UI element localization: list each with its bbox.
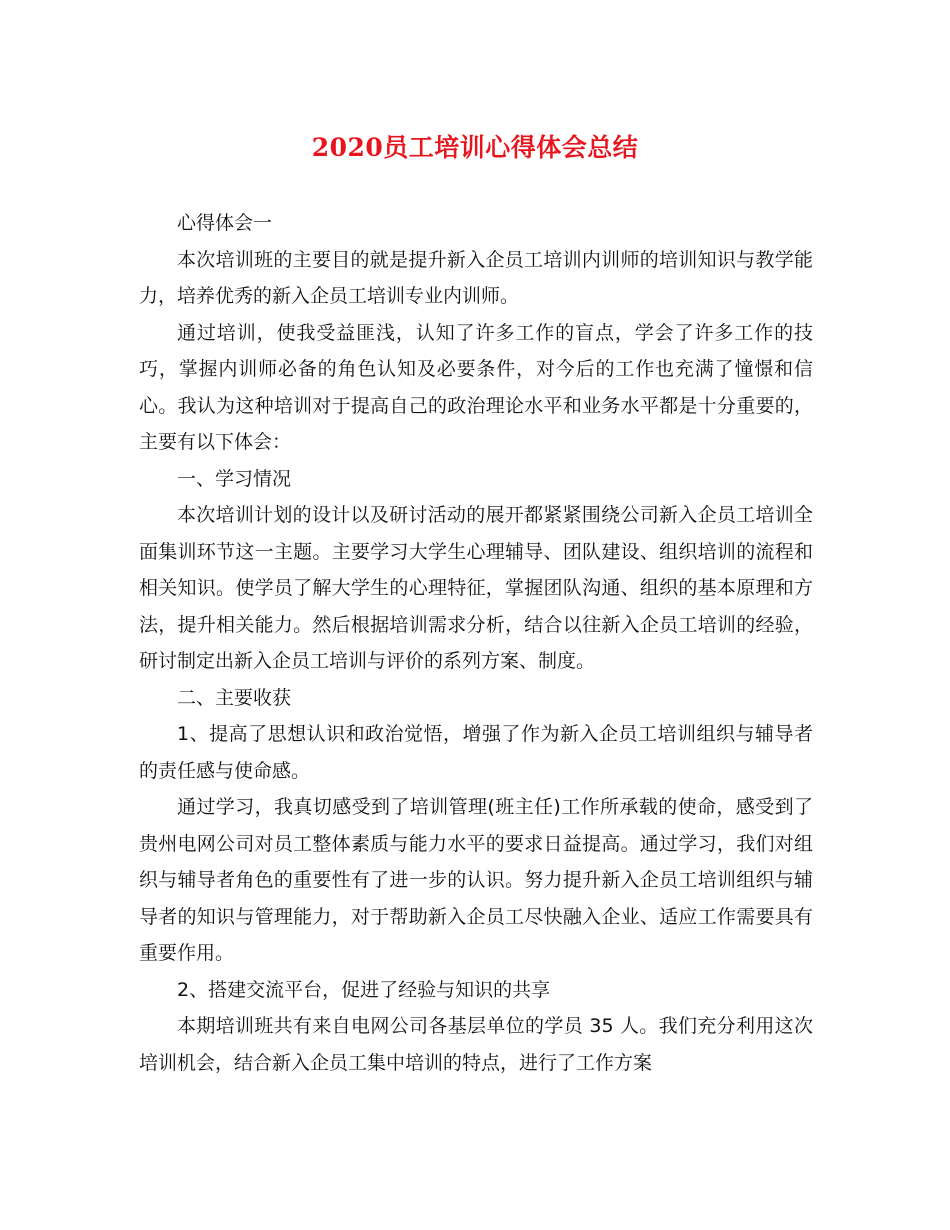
paragraph: 本次培训计划的设计以及研讨活动的展开都紧紧围绕公司新入企员工培训全面集训环节这一主题。主要学习大学生心理辅导、团队建设、组织培训的流程和相关知识。使学员了解大学生的心理特征，掌握团队沟通、组织的基本原理和方法，提升相关能力。然后根据培训需求分析，结合以往新入企员工培训的经验，研讨制定出新入企员工培训与评价的系列方案、制度。	[139, 504, 813, 672]
paragraph: 本次培训班的主要目的就是提升新入企员工培训内训师的培训知识与教学能力，培养优秀的新入企员工培训专业内训师。	[139, 248, 813, 307]
paragraph: 2、搭建交流平台，促进了经验与知识的共享	[177, 978, 551, 1001]
paragraph-heading-1: 心得体会一	[177, 212, 273, 234]
paragraph: 通过学习，我真切感受到了培训管理(班主任)工作所承载的使命，感受到了贵州电网公司对员工整体素质与能力水平的要求日益提高。通过学习，我们对组织与辅导者角色的重要性有了进一步的认识。努力提升新入企员工培训组织与辅导者的知识与管理能力，对于帮助新入企员工尽快融入企业、适应工作需要具有重要作用。	[139, 796, 813, 964]
section-heading-gains: 二、主要收获	[177, 686, 292, 709]
paragraph: 1、提高了思想认识和政治觉悟，增强了作为新入企员工培训组织与辅导者的责任感与使命感。	[139, 723, 813, 782]
document-body	[139, 205, 813, 1081]
document-title: 2020员工培训心得体会总结	[311, 133, 639, 162]
section-heading-study: 一、学习情况	[177, 467, 292, 490]
paragraph: 本期培训班共有来自电网公司各基层单位的学员 35 人。我们充分利用这次培训机会，结合新入企员工集中培训的特点，进行了工作方案	[139, 1015, 813, 1074]
paragraph: 通过培训，使我受益匪浅，认知了许多工作的盲点，学会了许多工作的技巧，掌握内训师必备的角色认知及必要条件，对今后的工作也充满了憧憬和信心。我认为这种培训对于提高自己的政治理论水平和业务水平都是十分重要的，主要有以下体会：	[139, 321, 813, 453]
